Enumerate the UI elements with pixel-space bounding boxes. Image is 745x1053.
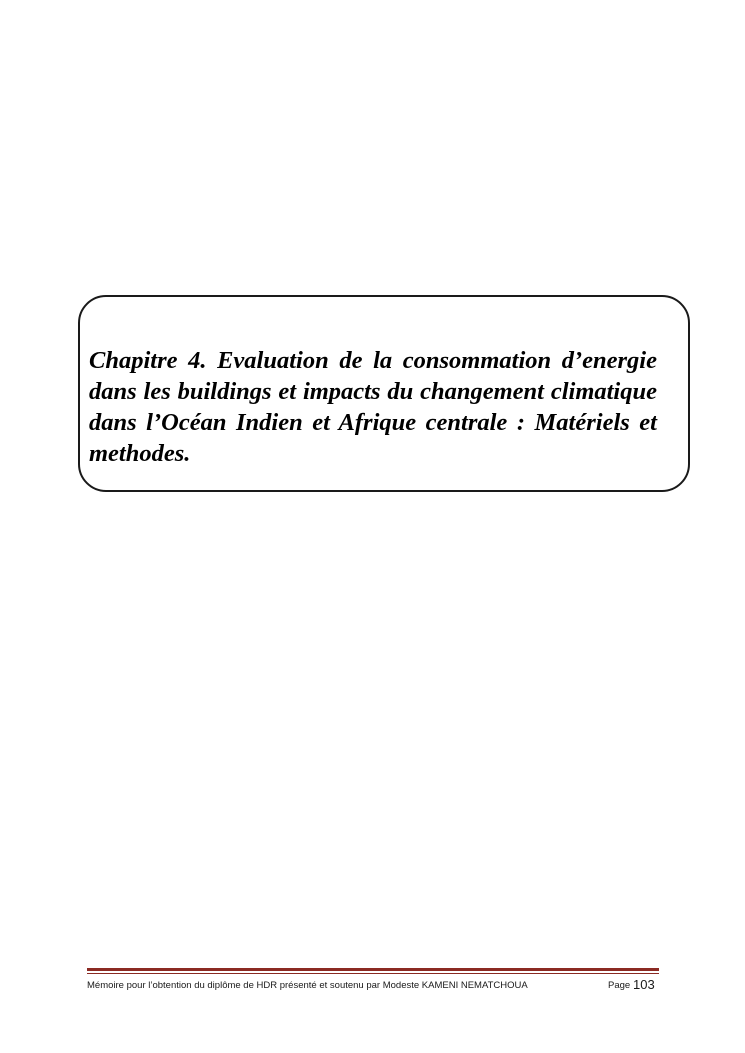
chapter-title: Chapitre 4. Evaluation de la consommation d’energie dans les buildings et impacts du changement climatique dans l’Océan Indien et Afrique centrale : Matériels et methodes. xyxy=(89,347,657,467)
page-footer xyxy=(87,976,659,996)
footer-rule xyxy=(87,968,659,971)
footer-text: Mémoire pour l’obtention du diplôme de HDR présenté et soutenu par Modeste KAMENI NEMATCHOUA xyxy=(87,980,528,991)
page-number: 103 xyxy=(633,977,655,992)
footer-rule-thin xyxy=(87,973,659,974)
page-label: Page xyxy=(608,980,631,991)
